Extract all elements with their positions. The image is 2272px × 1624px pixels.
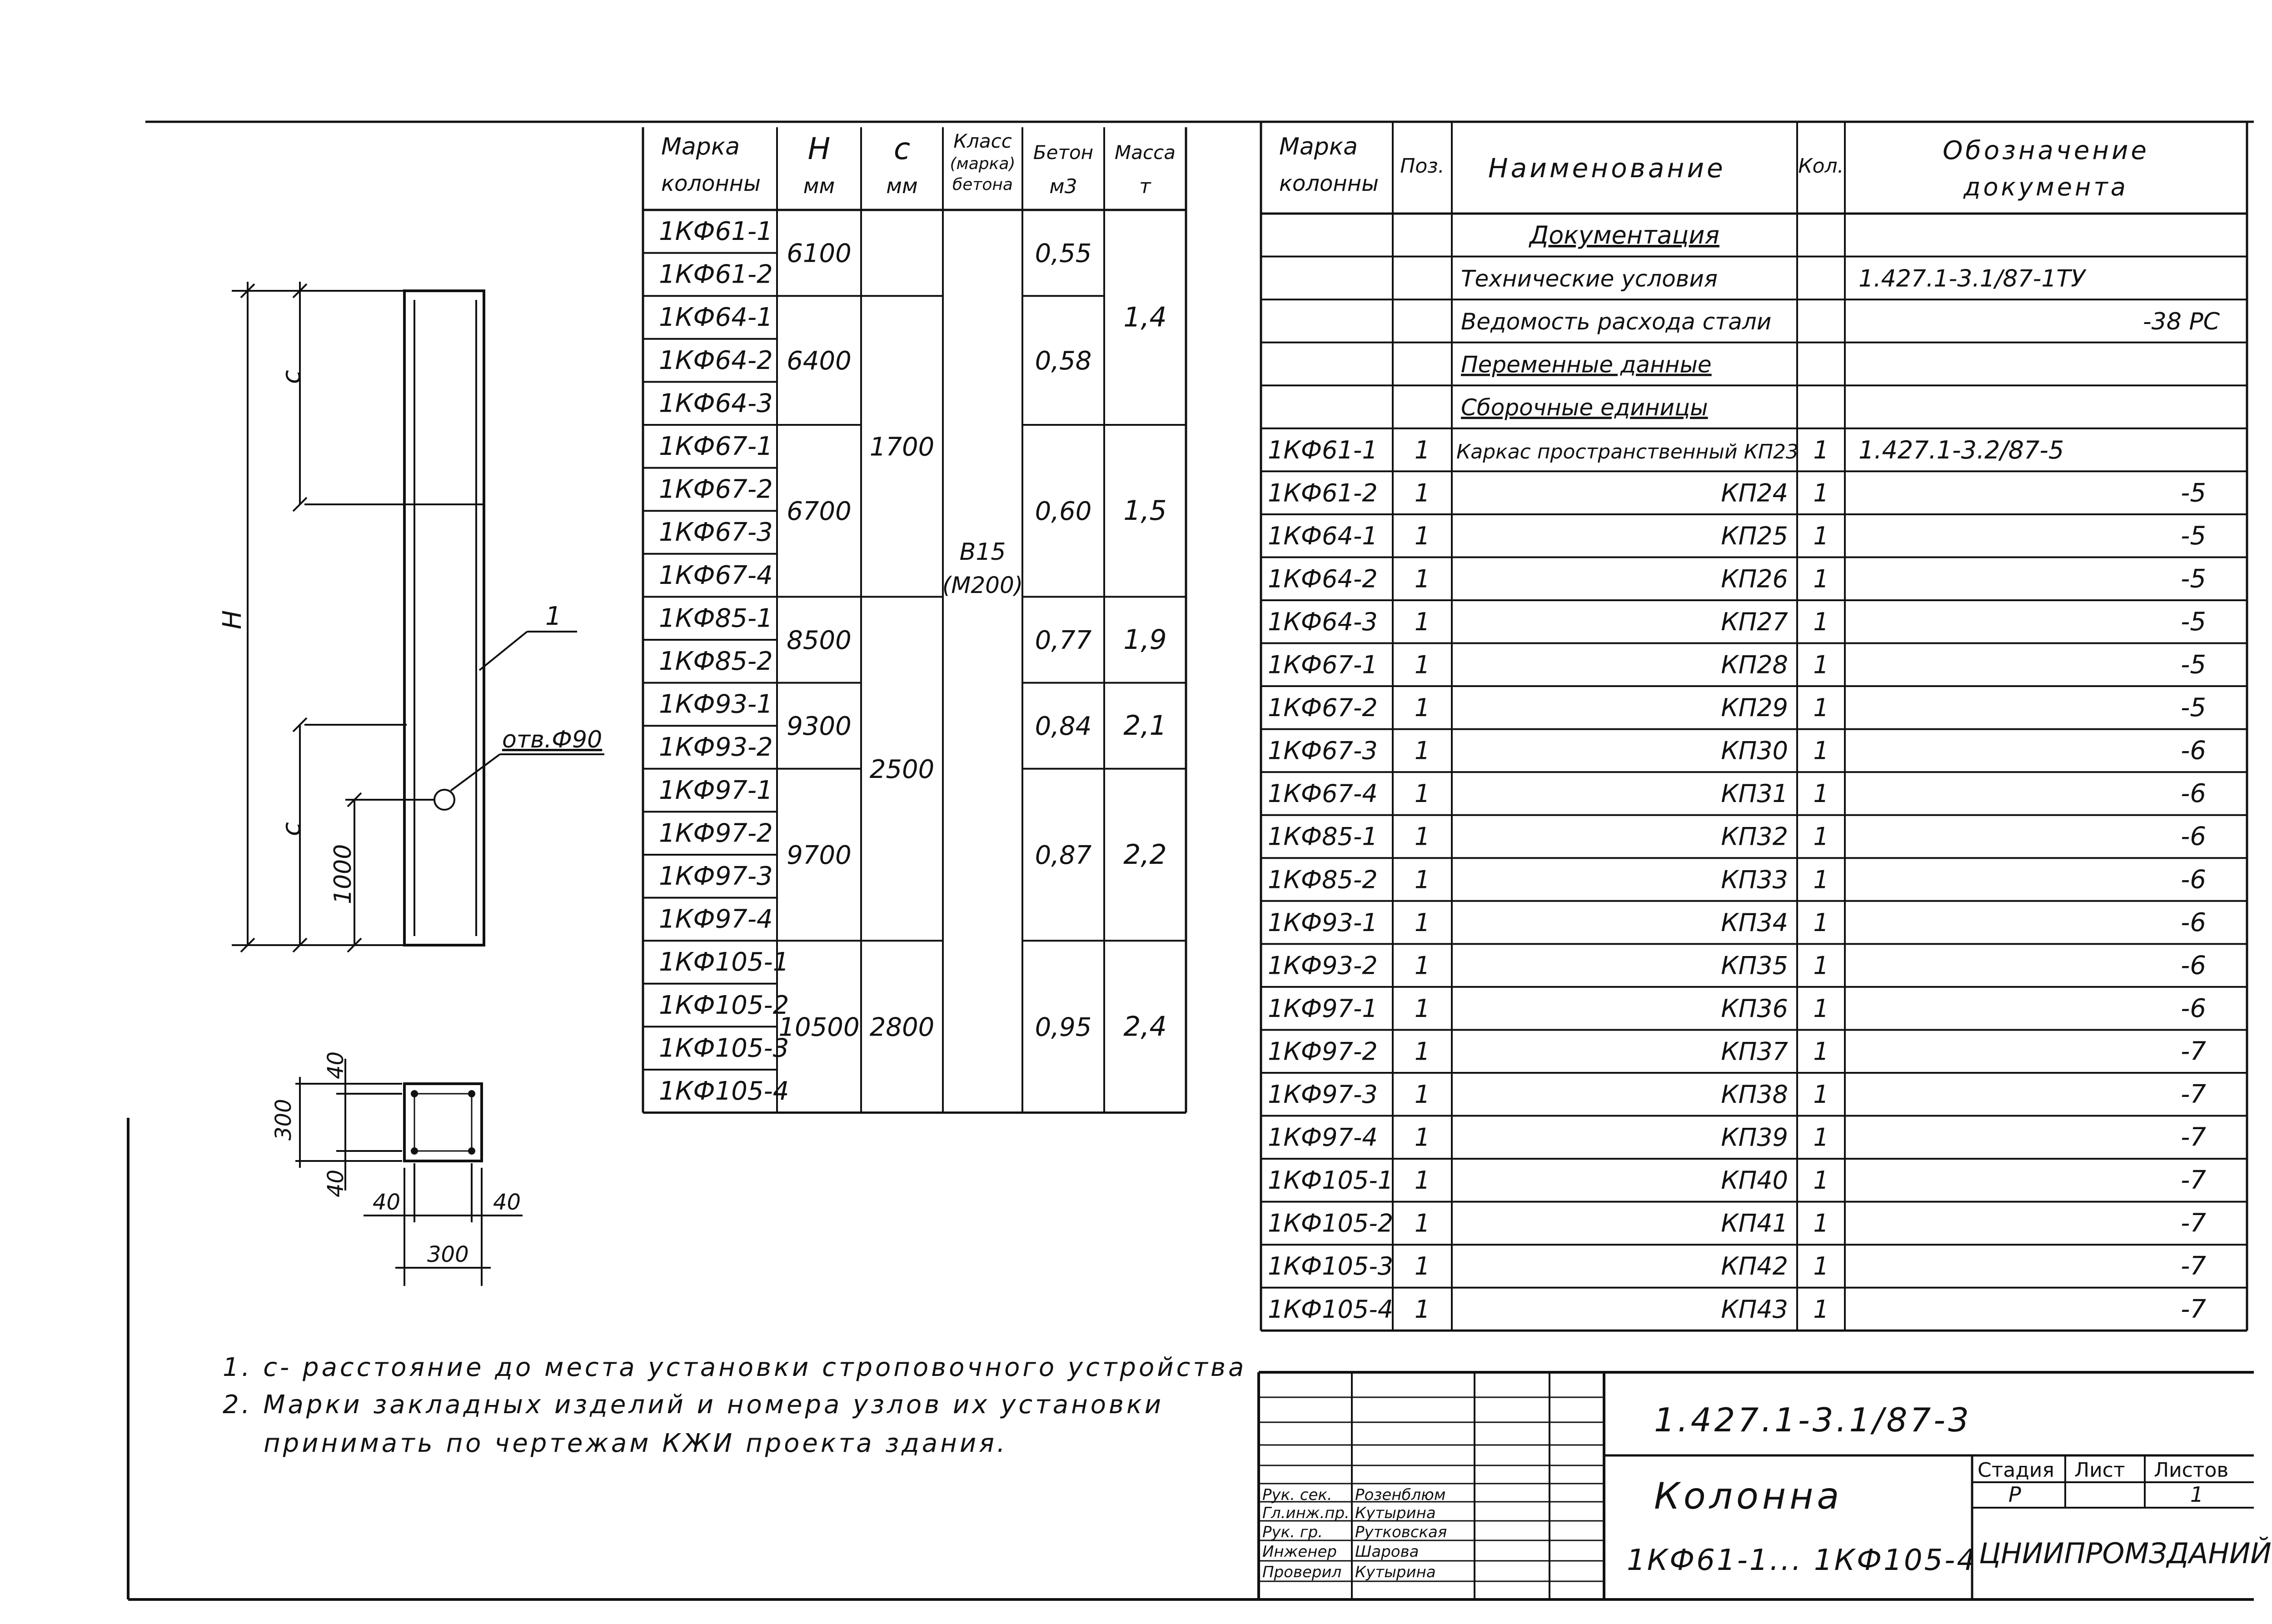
notes xyxy=(223,1353,1246,1458)
sec-dim-left-40: 40 xyxy=(373,1190,401,1215)
dim-c-bottom: с xyxy=(277,822,306,836)
t2-qty-cell: 1 xyxy=(1813,693,1829,722)
t2-qty-cell: 1 xyxy=(1813,1037,1829,1066)
t2-doc-cell: 1.427.1-3.2/87-5 xyxy=(1858,435,2064,464)
t1-mark-cell: 1КФ67-2 xyxy=(659,474,773,504)
t2-mark-cell: 1КФ85-2 xyxy=(1268,865,1378,894)
t2-hdr-doc: документа xyxy=(1963,173,2128,201)
t2-name-cell: КП37 xyxy=(1721,1037,1788,1066)
t2-doc-cell: -7 xyxy=(2181,1294,2206,1324)
t1-mark-cell: 1КФ93-1 xyxy=(659,689,773,719)
t1-mark-cell: 1КФ64-3 xyxy=(659,389,773,418)
t2-pos-cell: 1 xyxy=(1414,908,1430,937)
t1-hdr-class: Класс xyxy=(953,130,1012,152)
t1-mark-cell: 1КФ105-2 xyxy=(659,990,789,1020)
t1-concrete_groups-cell: 0,95 xyxy=(1035,1012,1092,1042)
t1-mark-cell: 1КФ97-4 xyxy=(659,904,773,934)
t2-mark-cell: 1КФ93-1 xyxy=(1268,908,1378,937)
t1-hdr-concrete: Бетон xyxy=(1033,141,1094,164)
t1-c_groups-cell: 2500 xyxy=(869,754,935,784)
column-params-table xyxy=(643,127,1186,1113)
stage-label: Стадия xyxy=(1978,1459,2054,1482)
t1-hdr-h: мм xyxy=(803,174,835,198)
t1-hdr-c: мм xyxy=(886,174,918,198)
t1-mark-cell: 1КФ105-4 xyxy=(659,1076,789,1106)
t1-mark-cell: 1КФ61-2 xyxy=(659,259,773,289)
t2-mark-cell: 1КФ67-2 xyxy=(1268,693,1378,722)
t2-pos-cell: 1 xyxy=(1414,435,1430,464)
t2-qty-cell: 1 xyxy=(1813,650,1829,679)
t1-hdr-mass: Масса xyxy=(1115,141,1176,164)
t2-qty-cell: 1 xyxy=(1813,994,1829,1023)
t2-name-cell: КП38 xyxy=(1721,1080,1788,1109)
t2-name-cell: КП30 xyxy=(1721,736,1788,765)
sec-dim-bottom-40: 40 xyxy=(323,1169,349,1197)
t1-mass_groups-cell: 2,2 xyxy=(1123,839,1167,871)
t2-pos-cell: 1 xyxy=(1414,865,1430,894)
t2-mark-cell: 1КФ67-4 xyxy=(1268,779,1378,808)
t2-doc-cell: -5 xyxy=(2181,607,2206,637)
title-block xyxy=(1259,1372,2272,1599)
t1-mass_groups-cell: 2,1 xyxy=(1123,710,1167,742)
t2-doc-cell: -6 xyxy=(2181,736,2206,766)
t2-name-cell: КП42 xyxy=(1721,1252,1788,1281)
t2-mark-cell: 1КФ67-3 xyxy=(1268,736,1378,765)
t2-name-cell: КП35 xyxy=(1721,951,1788,980)
t1-mark-cell: 1КФ97-2 xyxy=(659,818,773,848)
dim-c-top: с xyxy=(277,370,306,384)
t2-section-doc: -38 РС xyxy=(2142,308,2220,336)
sec-dim-side-300: 300 xyxy=(271,1099,296,1141)
t1-hdr-class: (марка) xyxy=(950,154,1016,173)
dim-h: Н xyxy=(218,610,247,629)
t2-pos-cell: 1 xyxy=(1414,693,1430,722)
t2-pos-cell: 1 xyxy=(1414,607,1430,636)
t1-h_groups-cell: 10500 xyxy=(778,1012,860,1042)
t1-c_groups-cell: 2800 xyxy=(869,1012,935,1042)
t2-name-cell: КП27 xyxy=(1721,607,1788,636)
t2-qty-cell: 1 xyxy=(1813,478,1829,508)
t1-mark-cell: 1КФ64-1 xyxy=(659,303,773,333)
tb-person-name: Кутырина xyxy=(1355,1563,1436,1581)
t1-hdr-concrete: м3 xyxy=(1049,175,1077,198)
t2-doc-cell: -5 xyxy=(2181,650,2206,680)
tb-person-name: Розенблюм xyxy=(1355,1486,1446,1504)
t1-mark-cell: 1КФ105-1 xyxy=(659,947,789,977)
t2-doc-cell: -6 xyxy=(2181,779,2206,809)
t2-mark-cell: 1КФ85-1 xyxy=(1268,822,1378,851)
t2-pos-cell: 1 xyxy=(1414,994,1430,1023)
t2-pos-cell: 1 xyxy=(1414,1080,1430,1109)
t2-mark-cell: 1КФ97-2 xyxy=(1268,1037,1378,1066)
sheet-label: Лист xyxy=(2074,1459,2125,1482)
hole-label: отв.Ф90 xyxy=(502,726,603,753)
t1-hdr-mass: т xyxy=(1139,175,1151,198)
t2-mark-cell: 1КФ105-3 xyxy=(1268,1252,1394,1281)
t1-h_groups-cell: 6100 xyxy=(787,239,852,269)
t2-mark-cell: 1КФ105-4 xyxy=(1268,1295,1394,1324)
t2-mark-cell: 1КФ61-1 xyxy=(1268,435,1378,464)
t1-h_groups-cell: 9300 xyxy=(787,712,852,742)
tb-person-role: Проверил xyxy=(1262,1563,1342,1581)
t2-mark-cell: 1КФ93-2 xyxy=(1268,951,1378,980)
t1-class-value: (М200) xyxy=(942,572,1023,598)
t2-mark-cell: 1КФ97-3 xyxy=(1268,1080,1378,1109)
t2-pos-cell: 1 xyxy=(1414,478,1430,508)
note-1: 1. с- расстояние до места установки строповочного устройства xyxy=(223,1353,1247,1382)
t2-section-name: Переменные данные xyxy=(1461,351,1712,378)
t1-h_groups-cell: 8500 xyxy=(787,626,852,655)
t2-doc-cell: -7 xyxy=(2181,1166,2206,1196)
tb-person-role: Рук. гр. xyxy=(1262,1523,1323,1541)
t2-name-cell: Каркас пространственный КП23 xyxy=(1456,440,1799,463)
t1-concrete_groups-cell: 0,55 xyxy=(1035,239,1092,269)
tb-person-name: Шарова xyxy=(1355,1543,1419,1561)
t1-hdr-c: с xyxy=(893,131,911,166)
t2-qty-cell: 1 xyxy=(1813,822,1829,851)
t1-hdr-h: Н xyxy=(807,131,831,166)
t2-doc-cell: -5 xyxy=(2181,564,2206,594)
t2-pos-cell: 1 xyxy=(1414,650,1430,679)
tb-person-role: Рук. сек. xyxy=(1262,1486,1332,1504)
t2-name-cell: КП39 xyxy=(1721,1123,1788,1152)
t2-mark-cell: 1КФ97-1 xyxy=(1268,994,1378,1023)
t1-mass_groups-cell: 1,4 xyxy=(1123,301,1167,334)
t2-pos-cell: 1 xyxy=(1414,1252,1430,1281)
t1-concrete_groups-cell: 0,87 xyxy=(1035,841,1092,870)
t1-mark-cell: 1КФ85-1 xyxy=(659,603,773,633)
t2-doc-cell: -7 xyxy=(2181,1036,2206,1066)
t1-hdr-mark: колонны xyxy=(661,171,761,196)
t2-doc-cell: -6 xyxy=(2181,865,2206,895)
t1-mass_groups-cell: 1,5 xyxy=(1123,495,1167,527)
t2-section-name: Сборочные единицы xyxy=(1461,394,1708,421)
t1-mark-cell: 1КФ93-2 xyxy=(659,732,773,762)
t2-pos-cell: 1 xyxy=(1414,521,1430,550)
sheets-value: 1 xyxy=(2190,1482,2204,1507)
t2-pos-cell: 1 xyxy=(1414,1209,1430,1238)
t2-doc-cell: -6 xyxy=(2181,822,2206,852)
t2-qty-cell: 1 xyxy=(1813,435,1829,464)
t2-name-cell: КП24 xyxy=(1721,478,1788,508)
t2-hdr-pos: Поз. xyxy=(1400,154,1445,178)
t1-mass_groups-cell: 2,4 xyxy=(1123,1011,1167,1043)
t2-mark-cell: 1КФ105-1 xyxy=(1268,1166,1394,1195)
t2-mark-cell: 1КФ61-2 xyxy=(1268,478,1378,508)
t1-mark-cell: 1КФ97-3 xyxy=(659,862,773,891)
t2-pos-cell: 1 xyxy=(1414,779,1430,808)
note-2: 2. Марки закладных изделий и номера узлов их установки xyxy=(223,1390,1164,1420)
t1-mark-cell: 1КФ67-1 xyxy=(659,432,773,461)
t2-name-cell: КП36 xyxy=(1721,994,1788,1023)
t2-mark-cell: 1КФ64-1 xyxy=(1268,521,1378,550)
sheets-label: Листов xyxy=(2154,1459,2229,1482)
t2-pos-cell: 1 xyxy=(1414,1166,1430,1195)
t1-mark-cell: 1КФ67-4 xyxy=(659,560,773,590)
doc-range: 1КФ61-1... 1КФ105-4 xyxy=(1627,1544,1978,1577)
column-elevation xyxy=(218,282,604,952)
t2-pos-cell: 1 xyxy=(1414,822,1430,851)
t1-h_groups-cell: 6700 xyxy=(787,497,852,527)
t2-doc-cell: -6 xyxy=(2181,993,2206,1023)
t1-mark-cell: 1КФ67-3 xyxy=(659,518,773,548)
t2-section-doc: 1.427.1-3.1/87-1ТУ xyxy=(1858,265,2085,293)
t1-mark-cell: 1КФ64-2 xyxy=(659,345,773,375)
t1-concrete_groups-cell: 0,58 xyxy=(1035,346,1092,376)
t2-mark-cell: 1КФ64-2 xyxy=(1268,564,1378,593)
sec-dim-bottom-300: 300 xyxy=(427,1242,469,1267)
t2-qty-cell: 1 xyxy=(1813,1080,1829,1109)
t1-hdr-mark: Марка xyxy=(661,133,740,160)
t2-qty-cell: 1 xyxy=(1813,607,1829,636)
stage-value: Р xyxy=(2008,1482,2021,1507)
t2-pos-cell: 1 xyxy=(1414,736,1430,765)
t2-hdr-name: Наименование xyxy=(1488,153,1726,184)
tb-person-name: Кутырина xyxy=(1355,1504,1436,1522)
t2-doc-cell: -5 xyxy=(2181,693,2206,723)
t2-pos-cell: 1 xyxy=(1414,951,1430,980)
t2-name-cell: КП43 xyxy=(1721,1295,1788,1324)
t2-name-cell: КП32 xyxy=(1721,822,1788,851)
t2-name-cell: КП28 xyxy=(1721,650,1788,679)
t2-qty-cell: 1 xyxy=(1813,1123,1829,1152)
t2-name-cell: КП41 xyxy=(1721,1209,1788,1238)
column-section xyxy=(271,1051,523,1286)
t2-doc-cell: -7 xyxy=(2181,1122,2206,1152)
doc-code: 1.427.1-3.1/87-3 xyxy=(1654,1401,1972,1439)
note-3: принимать по чертежам КЖИ проекта здания. xyxy=(264,1429,1008,1458)
t2-section-name: Технические условия xyxy=(1461,265,1718,292)
spec-table xyxy=(1261,123,2247,1330)
t2-doc-cell: -5 xyxy=(2181,521,2206,551)
t2-name-cell: КП31 xyxy=(1721,779,1788,808)
doc-title: Колонна xyxy=(1654,1475,1843,1517)
t1-mark-cell: 1КФ105-3 xyxy=(659,1033,789,1063)
t2-doc-cell: -7 xyxy=(2181,1080,2206,1109)
t2-pos-cell: 1 xyxy=(1414,564,1430,593)
t1-concrete_groups-cell: 0,60 xyxy=(1035,497,1092,527)
t1-mass_groups-cell: 1,9 xyxy=(1123,624,1167,656)
t2-hdr-mark: Марка xyxy=(1279,133,1358,160)
t2-qty-cell: 1 xyxy=(1813,564,1829,593)
t2-mark-cell: 1КФ64-3 xyxy=(1268,607,1378,636)
t1-hdr-class: бетона xyxy=(952,175,1013,194)
t1-h_groups-cell: 9700 xyxy=(787,841,852,870)
t2-qty-cell: 1 xyxy=(1813,1209,1829,1238)
t2-doc-cell: -6 xyxy=(2181,907,2206,937)
t2-mark-cell: 1КФ105-2 xyxy=(1268,1209,1394,1238)
t1-mark-cell: 1КФ85-2 xyxy=(659,647,773,676)
t1-concrete_groups-cell: 0,84 xyxy=(1035,712,1092,742)
t2-name-cell: КП34 xyxy=(1721,908,1788,937)
t2-name-cell: КП26 xyxy=(1721,564,1788,593)
t2-section-name: Ведомость расхода стали xyxy=(1461,309,1772,335)
t2-qty-cell: 1 xyxy=(1813,908,1829,937)
t2-qty-cell: 1 xyxy=(1813,779,1829,808)
tb-person-role: Гл.инж.пр. xyxy=(1262,1504,1350,1522)
t2-name-cell: КП25 xyxy=(1721,521,1788,550)
org-name: ЦНИИПРОМЗДАНИЙ xyxy=(1979,1537,2272,1570)
t2-hdr-qty: Кол. xyxy=(1798,154,1844,178)
t2-doc-cell: -5 xyxy=(2181,478,2206,508)
t1-c_groups-cell: 1700 xyxy=(869,432,935,462)
t2-qty-cell: 1 xyxy=(1813,736,1829,765)
t2-doc-cell: -7 xyxy=(2181,1251,2206,1281)
t2-mark-cell: 1КФ67-1 xyxy=(1268,650,1378,679)
t2-qty-cell: 1 xyxy=(1813,1295,1829,1324)
callout-pos-1: 1 xyxy=(545,602,562,631)
t2-section-name: Документация xyxy=(1530,221,1719,249)
t1-class-value: В15 xyxy=(959,538,1006,566)
dim-1000: 1000 xyxy=(329,844,357,904)
t2-doc-cell: -6 xyxy=(2181,951,2206,981)
t2-qty-cell: 1 xyxy=(1813,951,1829,980)
sling-hole xyxy=(434,790,454,810)
t2-hdr-doc: Обозначение xyxy=(1943,136,2149,165)
tb-person-name: Рутковская xyxy=(1355,1523,1447,1541)
t2-pos-cell: 1 xyxy=(1414,1123,1430,1152)
t2-doc-cell: -7 xyxy=(2181,1208,2206,1238)
t2-mark-cell: 1КФ97-4 xyxy=(1268,1123,1378,1152)
t2-pos-cell: 1 xyxy=(1414,1295,1430,1324)
t1-h_groups-cell: 6400 xyxy=(787,346,852,376)
t1-mark-cell: 1КФ97-1 xyxy=(659,775,773,805)
t2-qty-cell: 1 xyxy=(1813,1166,1829,1195)
t2-name-cell: КП29 xyxy=(1721,693,1788,722)
sec-dim-top-40: 40 xyxy=(323,1051,349,1079)
t2-hdr-mark: колонны xyxy=(1279,171,1379,196)
t2-qty-cell: 1 xyxy=(1813,865,1829,894)
t2-pos-cell: 1 xyxy=(1414,1037,1430,1066)
t2-qty-cell: 1 xyxy=(1813,1252,1829,1281)
t2-name-cell: КП40 xyxy=(1721,1166,1788,1195)
sec-dim-right-40: 40 xyxy=(493,1190,521,1215)
t2-name-cell: КП33 xyxy=(1721,865,1788,894)
t1-concrete_groups-cell: 0,77 xyxy=(1035,626,1092,655)
t2-qty-cell: 1 xyxy=(1813,521,1829,550)
tb-person-role: Инженер xyxy=(1262,1543,1337,1561)
t1-mark-cell: 1КФ61-1 xyxy=(659,217,773,246)
